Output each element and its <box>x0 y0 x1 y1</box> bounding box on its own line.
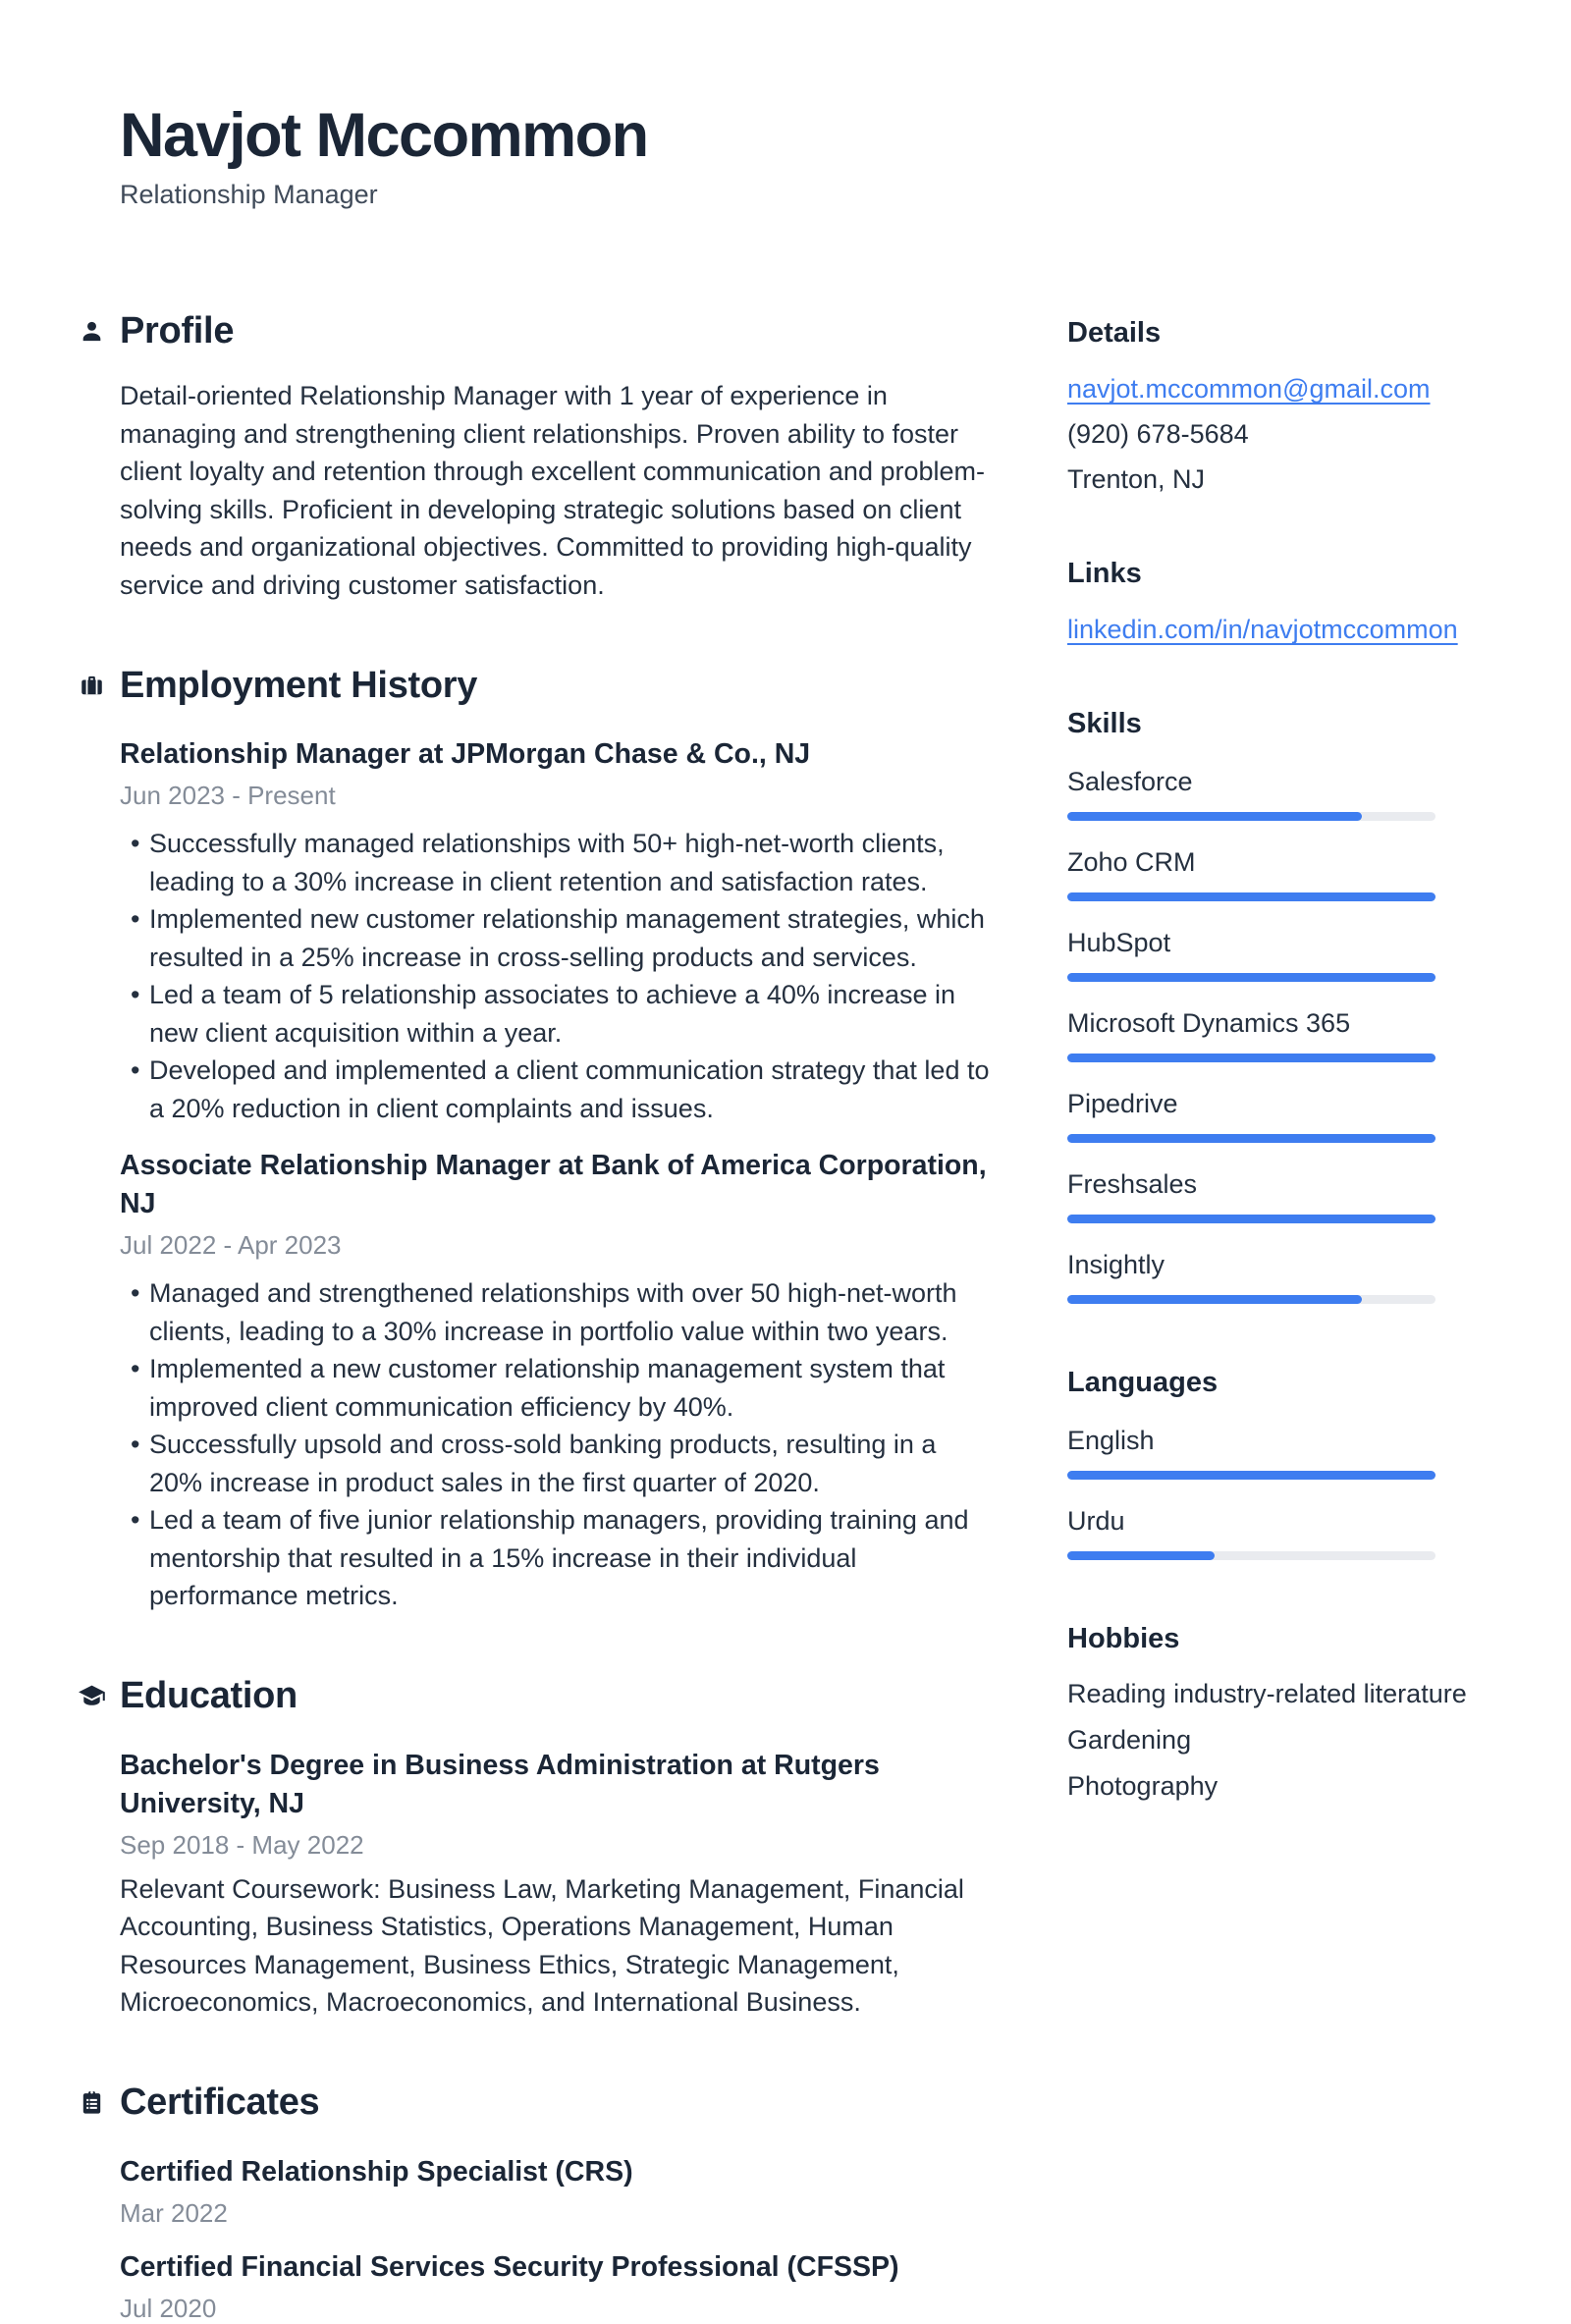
language-bar-track <box>1067 1551 1436 1560</box>
skill-bar-fill <box>1067 1054 1436 1062</box>
skill-bar-track <box>1067 1215 1436 1223</box>
language-item <box>1067 1505 1512 1560</box>
content-columns <box>77 308 1512 2324</box>
main-column <box>77 308 990 2324</box>
candidate-job-title: Relationship Manager <box>120 180 378 210</box>
skill-bar-track <box>1067 892 1436 901</box>
details-heading: Details <box>1067 317 1162 350</box>
certificates-section-title: Certificates <box>120 2081 320 2124</box>
skill-bar-track <box>1067 973 1436 982</box>
hobby-item: Gardening <box>1067 1725 1192 1756</box>
job-bullet-item: • Implemented new customer relationship management strategies, which resulted in a 25% increase in cross-selling products and services. <box>120 900 990 976</box>
employment-entry <box>120 735 990 1127</box>
skill-item <box>1067 1088 1512 1143</box>
employment-entries <box>120 735 990 1615</box>
certificate-dates: Mar 2022 <box>120 2197 228 2228</box>
clipboard-icon <box>77 2088 106 2118</box>
skill-item <box>1067 1249 1512 1304</box>
job-bullet-item: • Developed and implemented a client communication strategy that led to a 20% reduction in client complaints and issues. <box>120 1052 990 1127</box>
person-icon <box>77 316 106 346</box>
job-bullet-item: • Led a team of 5 relationship associates to achieve a 40% increase in new client acquisition within a year. <box>120 976 990 1052</box>
hobby-item: Reading industry-related literature <box>1067 1679 1467 1709</box>
sidebar-column <box>1067 308 1512 1803</box>
language-name: Urdu <box>1067 1506 1125 1537</box>
job-bullet-list <box>120 1274 990 1615</box>
skill-bar-track <box>1067 812 1436 821</box>
job-bullet-item: • Successfully upsold and cross-sold banking products, resulting in a 20% increase in product sales in the first quarter of 2020. <box>120 1426 990 1501</box>
employment-section <box>77 663 990 1615</box>
job-bullet-list <box>120 825 990 1127</box>
certificate-title: Certified Financial Services Security Professional (CFSSP) <box>120 2250 899 2283</box>
skill-item <box>1067 1007 1512 1062</box>
employment-section-title: Employment History <box>120 664 478 706</box>
certificate-dates: Jul 2020 <box>120 2293 217 2323</box>
links-list <box>1067 615 1512 645</box>
hobby-item: Photography <box>1067 1771 1219 1802</box>
language-item <box>1067 1425 1512 1480</box>
languages-list <box>1067 1425 1512 1560</box>
language-bar-fill <box>1067 1551 1215 1560</box>
phone-number: (920) 678-5684 <box>1067 419 1249 450</box>
skill-bar-track <box>1067 1134 1436 1143</box>
education-entries <box>120 1747 990 2022</box>
email-link[interactable]: navjot.mccommon@gmail.com <box>1067 374 1431 405</box>
hobbies-heading: Hobbies <box>1067 1623 1180 1655</box>
education-title: Bachelor's Degree in Business Administration at Rutgers University, NJ <box>120 1749 880 1819</box>
skill-name: Pipedrive <box>1067 1089 1178 1119</box>
skill-name: Microsoft Dynamics 365 <box>1067 1008 1351 1039</box>
education-section <box>77 1674 990 2022</box>
certificates-section <box>77 2081 990 2324</box>
job-bullet-item: • Managed and strengthened relationships with over 50 high-net-worth clients, leading to a 30% increase in portfolio value within two years. <box>120 1274 990 1350</box>
skill-item <box>1067 766 1512 821</box>
graduation-cap-icon <box>77 1682 106 1711</box>
profile-section-title: Profile <box>120 309 235 351</box>
employment-section-header <box>77 663 990 708</box>
links-section <box>1067 558 1512 645</box>
skill-name: Freshsales <box>1067 1169 1198 1200</box>
skill-bar-fill <box>1067 1295 1362 1304</box>
job-dates: Jul 2022 - Apr 2023 <box>120 1230 342 1261</box>
candidate-name: Navjot Mccommon <box>120 101 648 170</box>
language-bar-fill <box>1067 1471 1436 1480</box>
hobbies-section <box>1067 1623 1512 1803</box>
skill-name: HubSpot <box>1067 928 1171 958</box>
skill-bar-fill <box>1067 1134 1436 1143</box>
skill-bar-fill <box>1067 892 1436 901</box>
education-dates: Sep 2018 - May 2022 <box>120 1829 364 1860</box>
certificate-entry <box>120 2153 990 2229</box>
skill-name: Zoho CRM <box>1067 847 1196 878</box>
profile-section-header <box>77 308 990 353</box>
job-title: Associate Relationship Manager at Bank of America Corporation, NJ <box>120 1150 987 1220</box>
education-description: Relevant Coursework: Business Law, Marketing Management, Financial Accounting, Business Statistics, Operations Management, Human Resources Management, Business Ethics, Strategic Management, Microeconomics, Macroeconomics, and International Business. <box>120 1873 964 2018</box>
skills-section <box>1067 708 1512 1304</box>
skill-bar-fill <box>1067 1215 1436 1223</box>
job-bullet-item: • Successfully managed relationships with 50+ high-net-worth clients, leading to a 30% increase in client retention and satisfaction rates. <box>120 825 990 900</box>
links-heading: Links <box>1067 558 1142 590</box>
job-bullet-item: • Led a team of five junior relationship managers, providing training and mentorship that resulted in a 15% increase in their individual performance metrics. <box>120 1501 990 1615</box>
briefcase-icon <box>77 671 106 700</box>
skill-item <box>1067 1168 1512 1223</box>
skill-item <box>1067 927 1512 982</box>
hobbies-list <box>1067 1678 1512 1803</box>
skills-list <box>1067 766 1512 1304</box>
skill-bar-fill <box>1067 812 1362 821</box>
sidebar-link[interactable]: linkedin.com/in/navjotmccommon <box>1067 615 1458 645</box>
profile-summary: Detail-oriented Relationship Manager with 1 year of experience in managing and strengthening client relationships. Proven ability to foster client loyalty and retention through excellent communication and problem-solving skills. Proficient in developing strategic solutions based on client needs and organizational objectives. Committed to providing high-quality service and driving customer satisfaction. <box>120 381 985 600</box>
skill-bar-track <box>1067 1054 1436 1062</box>
job-bullet-item: • Implemented a new customer relationship management system that improved client communication efficiency by 40%. <box>120 1350 990 1426</box>
languages-heading: Languages <box>1067 1367 1219 1399</box>
education-section-title: Education <box>120 1675 298 1717</box>
resume-header <box>120 101 1512 210</box>
skills-heading: Skills <box>1067 708 1142 740</box>
certificate-entry <box>120 2248 990 2324</box>
profile-section <box>77 308 990 604</box>
employment-entry <box>120 1147 990 1615</box>
skill-item <box>1067 846 1512 901</box>
certificates-section-header <box>77 2081 990 2126</box>
education-entry <box>120 1747 990 2022</box>
job-dates: Jun 2023 - Present <box>120 781 336 811</box>
details-section <box>1067 317 1512 495</box>
skill-bar-track <box>1067 1295 1436 1304</box>
language-name: English <box>1067 1426 1155 1456</box>
job-title: Relationship Manager at JPMorgan Chase & Co., NJ <box>120 738 811 771</box>
languages-section <box>1067 1367 1512 1560</box>
education-section-header <box>77 1674 990 1719</box>
location: Trenton, NJ <box>1067 464 1206 495</box>
certificate-entries <box>120 2153 990 2324</box>
skill-name: Insightly <box>1067 1250 1165 1280</box>
skill-bar-fill <box>1067 973 1436 982</box>
skill-name: Salesforce <box>1067 767 1193 797</box>
certificate-title: Certified Relationship Specialist (CRS) <box>120 2155 633 2188</box>
language-bar-track <box>1067 1471 1436 1480</box>
